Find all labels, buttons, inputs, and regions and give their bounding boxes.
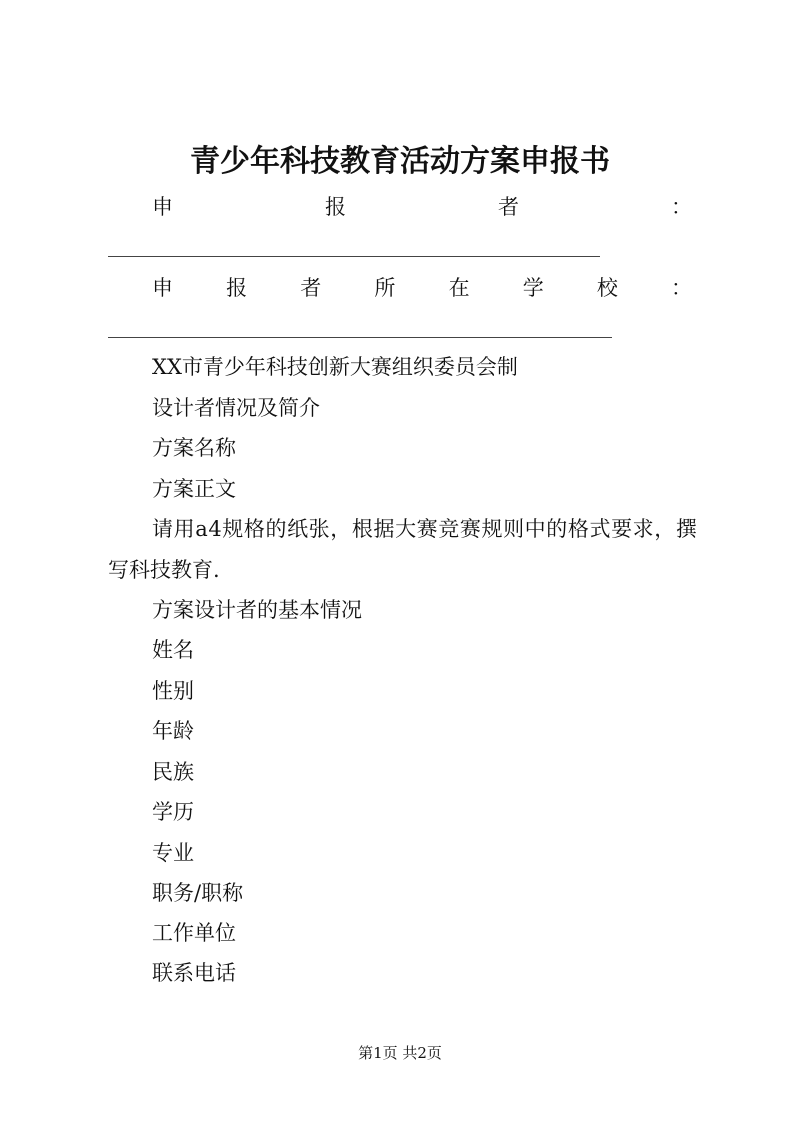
applicant-char: 报 (325, 195, 346, 219)
school-char: 学 (522, 276, 544, 300)
designer-intro-heading: 设计者情况及简介 (152, 396, 320, 420)
field-label-phone: 联系电话 (152, 961, 236, 985)
instruction-text-line2: 写科技教育. (108, 558, 220, 582)
document-title: 青少年科技教育活动方案申报书 (190, 144, 610, 179)
field-label-name: 姓名 (152, 638, 194, 662)
field-label-age: 年龄 (152, 719, 194, 743)
school-char: 所 (374, 276, 396, 300)
school-char: 申 (152, 276, 173, 300)
school-char: 校 (596, 276, 618, 300)
designer-basic-heading: 方案设计者的基本情况 (152, 598, 362, 622)
plan-body-heading: 方案正文 (152, 477, 236, 501)
school-fill-line (108, 337, 612, 338)
field-label-workplace: 工作单位 (152, 921, 236, 945)
applicant-char: 者 (498, 195, 519, 219)
field-label-major: 专业 (152, 841, 194, 865)
applicant-label-row (152, 192, 692, 222)
page-number-footer: 第1页 共2页 (358, 1044, 442, 1062)
school-char: 报 (226, 276, 248, 300)
applicant-fill-line (108, 256, 600, 257)
school-char: 者 (300, 276, 322, 300)
applicant-char: 申 (152, 195, 173, 219)
field-label-gender: 性别 (152, 679, 194, 703)
plan-name-heading: 方案名称 (152, 436, 236, 460)
field-label-education: 学历 (152, 800, 194, 824)
instruction-text-line1: 请用a4规格的纸张，根据大赛竞赛规则中的格式要求，撰 (152, 517, 698, 541)
field-label-ethnicity: 民族 (152, 760, 194, 784)
school-label-row (152, 273, 692, 303)
organizer-line: XX市青少年科技创新大赛组织委员会制 (152, 355, 518, 379)
applicant-char: ： (671, 195, 692, 219)
school-char: 在 (448, 276, 470, 300)
field-label-position: 职务/职称 (152, 881, 244, 905)
school-char: ： (670, 276, 692, 300)
